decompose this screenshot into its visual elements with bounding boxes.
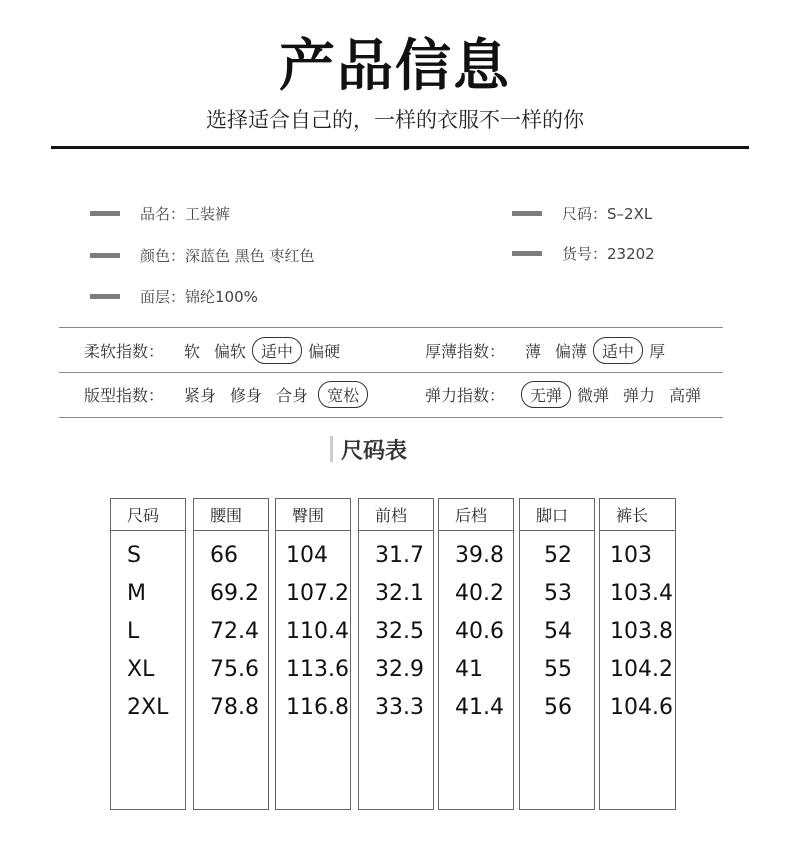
softness-option-selected: 适中 bbox=[252, 337, 302, 364]
column-header: 裤长 bbox=[600, 499, 675, 531]
table-cell: 55 bbox=[544, 657, 572, 682]
fit-option-selected: 宽松 bbox=[318, 381, 368, 408]
bullet-bar-icon bbox=[90, 211, 120, 216]
waist-column bbox=[193, 498, 269, 810]
table-cell: 107.2 bbox=[286, 581, 349, 606]
table-cell: 32.1 bbox=[375, 581, 424, 606]
stretch-option: 弹力 bbox=[623, 385, 656, 405]
length-column bbox=[599, 498, 676, 810]
heading-mark bbox=[330, 436, 333, 462]
bullet-bar-icon bbox=[512, 251, 542, 256]
thickness-option: 偏薄 bbox=[555, 341, 588, 361]
back-rise-column bbox=[438, 498, 514, 810]
page-title: 产品信息 bbox=[279, 34, 511, 99]
softness-option: 偏硬 bbox=[308, 341, 341, 361]
table-cell: 33.3 bbox=[375, 695, 424, 720]
hip-column bbox=[275, 498, 351, 810]
thickness-option: 薄 bbox=[525, 341, 542, 361]
table-cell: 66 bbox=[210, 543, 238, 568]
table-cell: 56 bbox=[544, 695, 572, 720]
fit-option: 修身 bbox=[230, 385, 263, 405]
fit-option: 合身 bbox=[276, 385, 309, 405]
size-chart-title: 尺码表 bbox=[341, 438, 408, 464]
table-cell: 54 bbox=[544, 619, 572, 644]
table-cell: 32.5 bbox=[375, 619, 424, 644]
size-column bbox=[110, 498, 186, 810]
info-item-no-text: 货号：23202 bbox=[562, 245, 655, 263]
table-cell: 103 bbox=[610, 543, 652, 568]
table-cell: 110.4 bbox=[286, 619, 349, 644]
table-cell: 39.8 bbox=[455, 543, 504, 568]
size-chart-heading bbox=[330, 434, 407, 464]
bullet-bar-icon bbox=[90, 253, 120, 258]
softness-index-label: 柔软指数： bbox=[84, 341, 165, 361]
table-cell: 52 bbox=[544, 543, 572, 568]
softness-option: 软 bbox=[184, 341, 201, 361]
column-header: 前档 bbox=[359, 499, 433, 531]
table-cell: 72.4 bbox=[210, 619, 259, 644]
info-item-no bbox=[512, 243, 655, 264]
info-color bbox=[90, 245, 315, 266]
bullet-bar-icon bbox=[90, 294, 120, 299]
fit-index-label: 版型指数： bbox=[84, 385, 165, 405]
info-color-text: 颜色：深蓝色 黑色 枣红色 bbox=[140, 247, 315, 265]
table-cell: 75.6 bbox=[210, 657, 259, 682]
front-rise-column bbox=[358, 498, 434, 810]
fit-option: 紧身 bbox=[184, 385, 217, 405]
column-header: 后档 bbox=[439, 499, 513, 531]
column-header: 腰围 bbox=[194, 499, 268, 531]
table-cell: 78.8 bbox=[210, 695, 259, 720]
thickness-index-label: 厚薄指数： bbox=[425, 341, 506, 361]
info-size-text: 尺码：S–2XL bbox=[562, 205, 653, 223]
table-cell: 2XL bbox=[127, 695, 169, 720]
stretch-option: 高弹 bbox=[669, 385, 702, 405]
table-cell: 104.6 bbox=[610, 695, 673, 720]
table-cell: 103.8 bbox=[610, 619, 673, 644]
softness-option: 偏软 bbox=[214, 341, 247, 361]
stretch-index-label: 弹力指数： bbox=[425, 385, 506, 405]
softness-index bbox=[84, 335, 354, 365]
info-fabric bbox=[90, 286, 258, 307]
table-cell: S bbox=[127, 543, 141, 568]
bullet-bar-icon bbox=[512, 211, 542, 216]
info-name-text: 品名：工装裤 bbox=[140, 205, 231, 223]
column-header: 尺码 bbox=[111, 499, 185, 531]
index-divider-top bbox=[59, 327, 723, 328]
title-divider bbox=[51, 146, 749, 149]
table-cell: 31.7 bbox=[375, 543, 424, 568]
index-divider-middle bbox=[59, 372, 723, 373]
info-size bbox=[512, 203, 652, 224]
table-cell: 40.2 bbox=[455, 581, 504, 606]
table-cell: 104 bbox=[286, 543, 328, 568]
table-cell: 41 bbox=[455, 657, 483, 682]
info-name bbox=[90, 203, 230, 224]
table-cell: L bbox=[127, 619, 140, 644]
table-cell: 104.2 bbox=[610, 657, 673, 682]
thickness-option-selected: 适中 bbox=[593, 337, 643, 364]
leg-opening-column bbox=[519, 498, 595, 810]
table-cell: 113.6 bbox=[286, 657, 349, 682]
table-cell: 69.2 bbox=[210, 581, 259, 606]
stretch-index bbox=[425, 379, 715, 409]
table-cell: XL bbox=[127, 657, 155, 682]
table-cell: 41.4 bbox=[455, 695, 504, 720]
index-divider-bottom bbox=[59, 417, 723, 418]
table-cell: M bbox=[127, 581, 146, 606]
stretch-option: 微弹 bbox=[577, 385, 610, 405]
info-fabric-text: 面层：锦纶100% bbox=[140, 288, 258, 306]
stretch-option-selected: 无弹 bbox=[521, 381, 571, 408]
table-cell: 32.9 bbox=[375, 657, 424, 682]
table-cell: 103.4 bbox=[610, 581, 673, 606]
column-header: 臀围 bbox=[276, 499, 350, 531]
table-cell: 116.8 bbox=[286, 695, 349, 720]
thickness-index bbox=[425, 335, 679, 365]
table-cell: 40.6 bbox=[455, 619, 504, 644]
thickness-option: 厚 bbox=[649, 341, 666, 361]
page-subtitle: 选择适合自己的，一样的衣服不一样的你 bbox=[206, 108, 584, 132]
fit-index bbox=[84, 379, 374, 409]
table-cell: 53 bbox=[544, 581, 572, 606]
column-header: 脚口 bbox=[520, 499, 594, 531]
